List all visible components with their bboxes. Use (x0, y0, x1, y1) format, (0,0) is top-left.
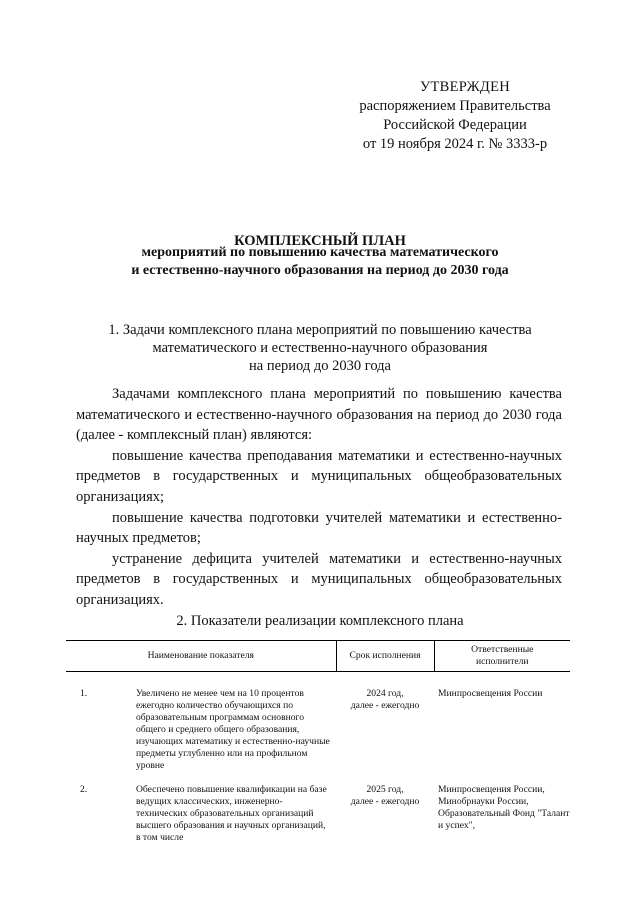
header-term: Срок исполнения (336, 641, 434, 672)
approved-label: УТВЕРЖДЕН (419, 79, 511, 95)
paragraph-task-2: повышение качества подготовки учителей математики и естественно-научных предметов; (76, 509, 562, 547)
header-indicator-name: Наименование показателя (66, 641, 336, 672)
row-responsible: Минпросвещения России, Минобрнауки России, Образовательный Фонд "Талант и успех", (438, 784, 570, 831)
row-indicator: Обеспечено повышение квалификации на базе ведущих классических, инженерно-технических образовательных организаций высшего образования и научных организаций, в том числе (136, 784, 327, 843)
row-responsible: Минпросвещения России (438, 688, 543, 699)
section1-heading-line-3: на период до 2030 года (249, 358, 391, 374)
header-responsible (434, 641, 570, 672)
row-indicator: Увеличено не менее чем на 10 процентов ежегодно количество обучающихся по образовательным программам основного общего и среднего общего образования, изучающих математику и естественно-научные предметы углубленно или на профильном уровне (136, 688, 330, 771)
section1-body (76, 384, 562, 611)
header-responsible-line-1: Ответственные (471, 644, 534, 655)
row-term (336, 772, 434, 844)
paragraph-intro: Задачами комплексного плана мероприятий по повышению качества математического и естественно-научного образования на период до 2030 года (далее - комплексный план) являются: (76, 386, 562, 444)
approval-line-3: от 19 ноября 2024 г. № 3333-р (362, 136, 548, 152)
plan-subtitle-line-1: мероприятий по повышению качества математического (141, 245, 499, 260)
row-number: 2. (80, 784, 88, 795)
approval-line-2: Российской Федерации (383, 117, 527, 133)
approval-block (330, 78, 580, 154)
paragraph-task-3: устранение дефицита учителей математики и естественно-научных предметов в государственных и муниципальных общеобразовательных организациях. (76, 550, 562, 608)
row-term-line-1: 2024 год, (366, 688, 404, 699)
paragraph-task-1: повышение качества преподавания математики и естественно-научных предметов в государственных и муниципальных общеобразовательных организациях; (76, 447, 562, 505)
header-responsible-line-2: исполнители (475, 656, 529, 667)
section1-heading-line-1: 1. Задачи комплексного плана мероприятий по повышению качества (108, 322, 532, 338)
table-row (66, 772, 570, 844)
approval-line-1: распоряжением Правительства (359, 98, 551, 114)
plan-subtitle (60, 244, 580, 280)
row-term (336, 672, 434, 773)
row-term-line-1: 2025 год, (366, 784, 404, 795)
table-header-row (66, 641, 570, 672)
table-row (66, 672, 570, 773)
indicators-table (66, 640, 570, 844)
row-number: 1. (80, 688, 88, 699)
row-term-line-2: далее - ежегодно (350, 796, 420, 807)
plan-title: КОМПЛЕКСНЫЙ ПЛАН (234, 233, 406, 249)
row-term-line-2: далее - ежегодно (350, 700, 420, 711)
plan-subtitle-line-2: и естественно-научного образования на период до 2030 года (131, 263, 509, 278)
section1-heading (60, 321, 580, 375)
section1-heading-line-2: математического и естественно-научного образования (152, 340, 488, 356)
section2-heading: 2. Показатели реализации комплексного плана (176, 613, 464, 629)
